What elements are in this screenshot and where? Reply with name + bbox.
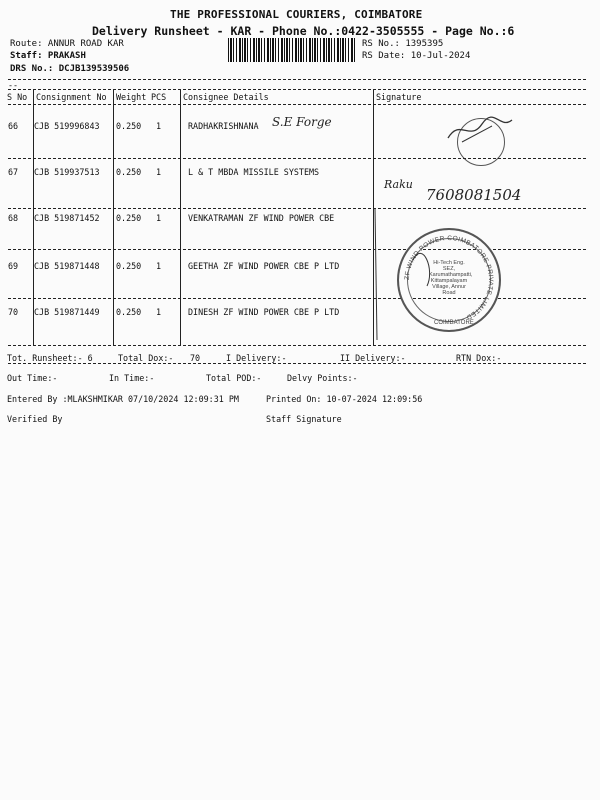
- rtn-dox: RTN Dox:-: [456, 353, 502, 363]
- ii-delivery: II Delivery:-: [340, 353, 406, 363]
- runsheet-title: Delivery Runsheet - KAR - Phone No.:0422-3505555 - Page No.:6: [92, 24, 515, 38]
- row-pcs: 1: [156, 213, 162, 223]
- row-weight: 0.250: [116, 121, 142, 131]
- row-pcs: 1: [156, 307, 162, 317]
- out-time: Out Time:-: [7, 373, 58, 383]
- row-consignee: DINESH ZF WIND POWER CBE P LTD: [188, 307, 340, 317]
- i-delivery: I Delivery:-: [226, 353, 287, 363]
- row-sno: 68: [8, 213, 19, 223]
- row-consignee: GEETHA ZF WIND POWER CBE P LTD: [188, 261, 340, 271]
- divider: [8, 208, 586, 209]
- svg-text:ZF WIND POWER COIMBATORE PRIVA: ZF WIND POWER COIMBATORE PRIVATE LIMITED: [403, 234, 495, 321]
- divider: [8, 104, 586, 105]
- barcode-image: [228, 38, 356, 62]
- row-consignment: CJB 519871452: [34, 213, 100, 223]
- column-rule: [113, 89, 114, 346]
- divider: [8, 158, 586, 159]
- staff-label: Staff: PRAKASH: [10, 51, 86, 61]
- col-header-signature: Signature: [376, 92, 422, 102]
- stamp-center-text: Hi-Tech Eng. SEZ, Karumathampatti, Kittampalayam Village, Annur Road: [429, 260, 473, 296]
- signature-scribble: [365, 200, 455, 350]
- row-consignee: VENKATRAMAN ZF WIND POWER CBE: [188, 213, 335, 223]
- corner-mark: --: [8, 80, 19, 90]
- row-consignment: CJB 519871448: [34, 261, 100, 271]
- total-runsheet: Tot. Runsheet:- 6: [7, 353, 93, 363]
- signature-mark: [440, 112, 520, 152]
- col-header-consignee: Consignee Details: [183, 92, 269, 102]
- col-header-consignment: Consignment No: [36, 92, 107, 102]
- row-consignee: L & T MBDA MISSILE SYSTEMS: [188, 167, 320, 177]
- svg-text:COIMBATORE: COIMBATORE: [434, 320, 474, 326]
- staff-signature: Staff Signature: [266, 414, 342, 424]
- row-pcs: 1: [156, 121, 162, 131]
- total-dox-value: 70: [190, 353, 201, 363]
- divider: [8, 79, 586, 80]
- col-header-pcs: PCS: [151, 92, 167, 102]
- row-pcs: 1: [156, 261, 162, 271]
- verified-by: Verified By: [7, 414, 63, 424]
- route-label: Route: ANNUR ROAD KAR: [10, 39, 124, 49]
- handwritten-phone: 7608081504: [426, 186, 522, 204]
- entered-by: Entered By :MLAKSHMIKAR 07/10/2024 12:09:31 PM: [7, 394, 239, 404]
- divider: [8, 89, 586, 90]
- row-weight: 0.250: [116, 307, 142, 317]
- row-sno: 70: [8, 307, 19, 317]
- row-consignment: CJB 519996843: [34, 121, 100, 131]
- row-weight: 0.250: [116, 213, 142, 223]
- row-pcs: 1: [156, 167, 162, 177]
- row-sno: 67: [8, 167, 19, 177]
- divider: [8, 345, 586, 346]
- row-weight: 0.250: [116, 167, 142, 177]
- in-time: In Time:-: [109, 373, 155, 383]
- total-dox-label: Total Dox:-: [118, 353, 174, 363]
- col-header-sno: S No: [7, 92, 28, 102]
- row-weight: 0.250: [116, 261, 142, 271]
- printed-on: Printed On: 10-07-2024 12:09:56: [266, 394, 423, 404]
- handwritten-signature: Raku: [384, 178, 413, 191]
- divider: [8, 363, 586, 364]
- row-sno: 69: [8, 261, 19, 271]
- company-name: THE PROFESSIONAL COURIERS, COIMBATORE: [170, 8, 423, 21]
- drs-number: DRS No.: DCJB139539506: [10, 64, 130, 74]
- rs-number: RS No.: 1395395: [362, 39, 444, 49]
- col-header-weight: Weight: [116, 92, 147, 102]
- rs-date: RS Date: 10-Jul-2024: [362, 51, 471, 61]
- total-pod: Total POD:-: [206, 373, 262, 383]
- column-rule: [180, 89, 181, 346]
- row-consignee: RADHAKRISHNANA: [188, 121, 259, 131]
- handwritten-note: S.E Forge: [272, 115, 332, 129]
- delvy-points: Delvy Points:-: [287, 373, 358, 383]
- row-consignment: CJB 519871449: [34, 307, 100, 317]
- row-consignment: CJB 519937513: [34, 167, 100, 177]
- row-sno: 66: [8, 121, 19, 131]
